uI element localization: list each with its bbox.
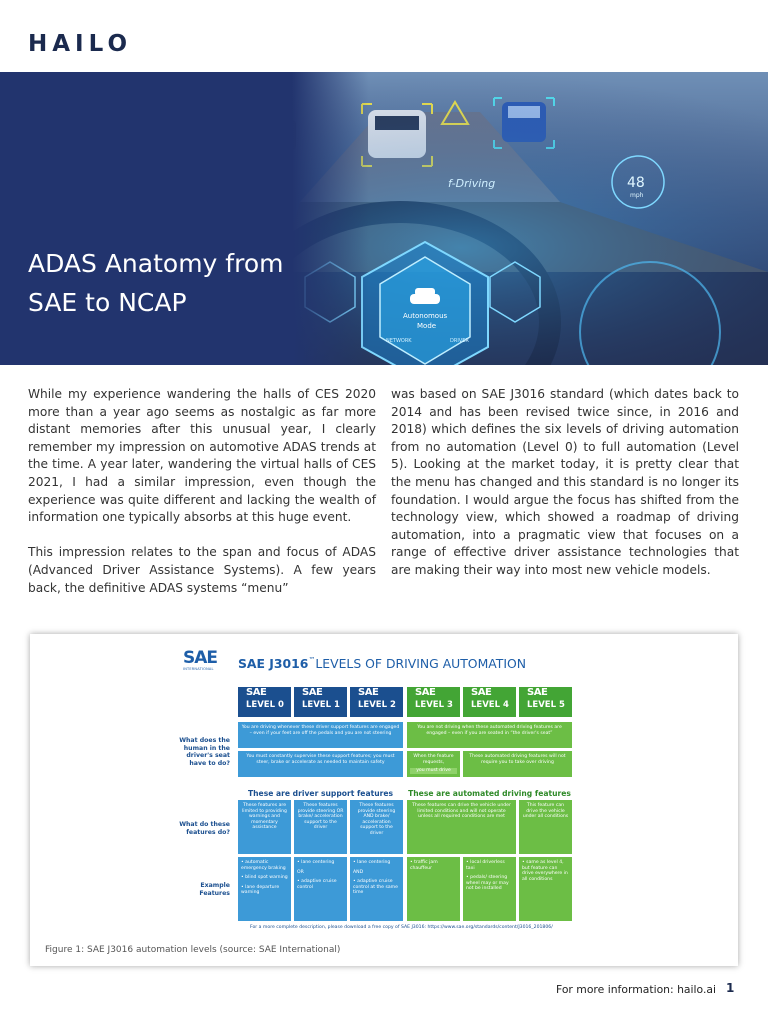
row-label-human: What does the human in the driver's seat have to do?: [179, 737, 230, 767]
cell-human-l45: These automated driving features will not require you to take over driving: [463, 751, 572, 777]
cell-human-driving: You are driving whenever these driver support features are engaged – even if your feet are off the pedals and you are not steering: [238, 722, 403, 748]
level-0-header: SAE LEVEL 0: [238, 687, 291, 717]
cell-feature-l2: These features provide steering AND brake/ acceleration support to the driver: [350, 800, 403, 854]
cell-feature-l0: These features are limited to providing warnings and momentary assistance: [238, 800, 291, 854]
level-2-header: SAE LEVEL 2: [350, 687, 403, 717]
level-4-header: SAE LEVEL 4: [463, 687, 516, 717]
footer-info: For more information: hailo.ai: [556, 983, 717, 996]
level-3-header: SAE LEVEL 3: [407, 687, 460, 717]
cell-example-l3: • traffic jam chauffeur: [407, 857, 460, 921]
cell-human-supervise: You must constantly supervise these support features; you must steer, brake or accelerate as needed to maintain safety: [238, 751, 403, 777]
cell-example-l1: • lane centering OR • adaptive cruise control: [294, 857, 347, 921]
body-column-left: [28, 386, 376, 615]
cell-example-l4: • local driverless taxi • pedals/ steering wheel may or may not be installed: [463, 857, 516, 921]
cell-example-l2: • lane centering AND • adaptive cruise control at the same time: [350, 857, 403, 921]
paragraph: While my experience wandering the halls of CES 2020 more than a year ago seems as nostalgic as far more distant memories after this unusual year, I clearly remember my impression on automotive ADAS trends at the time. A year later, wandering the virtual halls of CES 2021, I had a similar impression, even though the experience was quite different and lacking the wealth of information one typically absorbs at this huge event.: [28, 387, 376, 525]
figure-title: SAE J3016™LEVELS OF DRIVING AUTOMATION: [238, 656, 527, 671]
figure-footnote: For a more complete description, please download a free copy of SAE J3016: https://www.sae.org/standards/content/J3016_201806/: [250, 925, 553, 930]
page-number: 1: [726, 981, 735, 995]
level-1-header: SAE LEVEL 1: [294, 687, 347, 717]
cell-feature-l5: This feature can drive the vehicle under all conditions: [519, 800, 572, 854]
sae-logo: SAE INTERNATIONAL: [183, 648, 218, 671]
cell-human-not-driving: You are not driving when these automated driving features are engaged – even if you are seated in “the driver's seat”: [407, 722, 572, 748]
paragraph: was based on SAE J3016 standard (which dates back to 2014 and has been revised twice since, in 2016 and 2018) which defines the six levels of driving automation from no automation (Level 0) to full automation (Level 5). Looking at the market today, it is pretty clear that the menu has changed and this standard is no longer its foundation. I would argue the focus has shifted from the technology view, which showed a roadmap of driving automation, into a pragmatic view that focuses on a range of effective driver assistance technologies that are making their way into most new vehicle models.: [391, 387, 739, 577]
cell-human-l3: When the feature requests, you must drive: [407, 751, 460, 777]
hero-banner: [0, 72, 768, 365]
row-label-features: What do these features do?: [179, 821, 230, 836]
group-automated: These are automated driving features: [408, 789, 571, 798]
body-column-right: [391, 386, 739, 597]
cell-feature-l34: These features can drive the vehicle under limited conditions and will not operate unless all required conditions are met: [407, 800, 516, 854]
figure-sae-levels: [30, 634, 738, 966]
level-5-header: SAE LEVEL 5: [519, 687, 572, 717]
title-line-1: ADAS Anatomy from: [28, 249, 284, 278]
hailo-logo: HAILO: [28, 31, 132, 57]
page-title: [28, 244, 328, 322]
title-line-2: SAE to NCAP: [28, 288, 187, 317]
cell-example-l5: • same as level 4, but feature can drive everywhere in all conditions: [519, 857, 572, 921]
group-driver-support: These are driver support features: [247, 789, 394, 798]
figure-caption: Figure 1: SAE J3016 automation levels (source: SAE International): [45, 945, 341, 955]
paragraph: This impression relates to the span and focus of ADAS (Advanced Driver Assistance Systems). A few years back, the definitive ADAS systems “menu”: [28, 545, 376, 595]
cell-feature-l1: These features provide steering OR brake/ acceleration support to the driver: [294, 800, 347, 854]
cell-example-l0: • automatic emergency braking • blind spot warning • lane departure warning: [238, 857, 291, 921]
row-label-examples: Example Features: [199, 882, 230, 897]
